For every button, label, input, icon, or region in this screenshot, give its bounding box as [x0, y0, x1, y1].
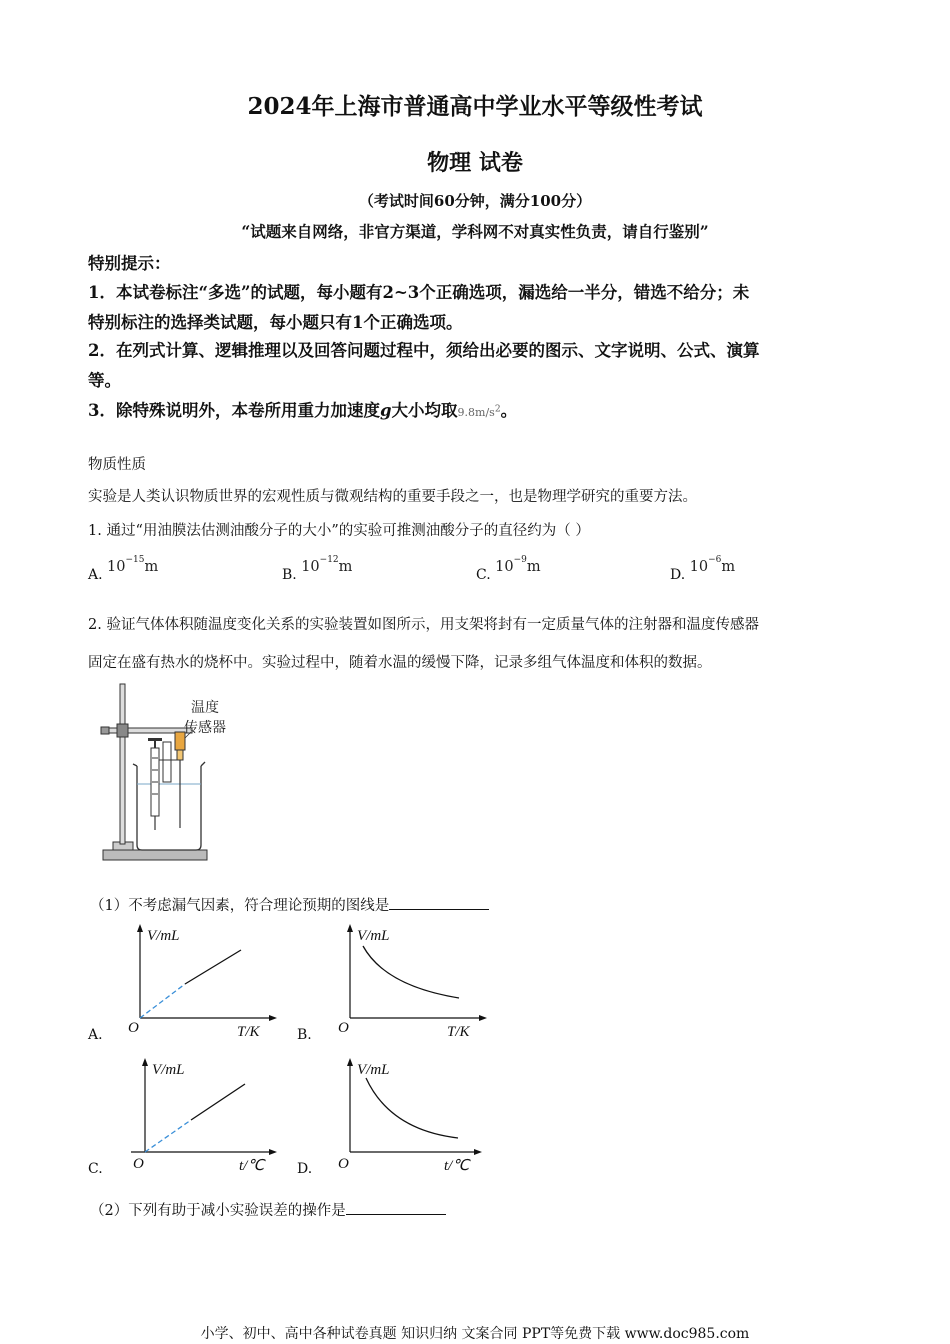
answer-blank-2[interactable] — [346, 1200, 446, 1215]
graph-a-xlabel: T/K — [237, 1024, 260, 1040]
option-base: 10 — [301, 558, 320, 575]
note-1-line-2: 特别标注的选择类试题，每小题只有1个正确选项。 — [88, 313, 463, 332]
graph-d-xlabel: t/℃ — [444, 1158, 470, 1174]
note-3-value-exp: 2 — [494, 403, 501, 415]
graph-d-ylabel: V/mL — [357, 1062, 390, 1078]
graph-c-xlabel: t/℃ — [239, 1158, 265, 1174]
apparatus-figure — [95, 680, 245, 870]
exam-title: 2024年上海市普通高中学业水平等级性考试 — [247, 93, 703, 120]
option-exp: −6 — [708, 555, 722, 565]
option-label: C. — [476, 566, 491, 583]
option-base: 10 — [689, 558, 709, 575]
option-exp: −9 — [513, 555, 527, 565]
graph-c — [125, 1056, 285, 1176]
note-3-end: 。 — [500, 401, 518, 420]
graph-d-label[interactable]: D. — [297, 1161, 313, 1177]
q2-sub2-text: （2）下列有助于减小实验误差的操作是 — [90, 1203, 346, 1219]
answer-blank-1[interactable] — [389, 895, 489, 910]
graph-b-origin: O — [338, 1020, 349, 1036]
graph-c-ylabel: V/mL — [152, 1062, 185, 1078]
option-value — [301, 555, 353, 575]
option-label: B. — [282, 566, 297, 583]
q2-stem-line-2: 固定在盛有热水的烧杯中。实验过程中，随着水温的缓慢下降，记录多组气体温度和体积的数据。 — [88, 655, 712, 671]
note-1-line-1: 1．本试卷标注“多选”的试题，每小题有2~3个正确选项，漏选给一半分，错选不给分；未 — [88, 283, 750, 302]
section-name: 物质性质 — [88, 457, 146, 473]
option-unit: m — [526, 558, 541, 575]
graph-a — [125, 922, 285, 1042]
option-unit: m — [338, 558, 353, 575]
option-value — [495, 555, 541, 575]
note-3-mid: 大小均取 — [391, 401, 458, 420]
graph-a-label[interactable]: A. — [88, 1027, 103, 1043]
option-value — [689, 555, 736, 575]
graph-d-origin: O — [338, 1156, 349, 1172]
graph-c-origin: O — [133, 1156, 144, 1172]
q1-option-b[interactable] — [282, 555, 353, 583]
notes-heading: 特别提示： — [88, 254, 171, 273]
disclaimer: “试题来自网络，非官方渠道，学科网不对真实性负责，请自行鉴别” — [241, 222, 709, 241]
note-3-prefix: 3．除特殊说明外，本卷所用重力加速度 — [88, 401, 380, 420]
graph-c-label[interactable]: C. — [88, 1161, 103, 1177]
graph-a-ylabel: V/mL — [147, 928, 180, 944]
q1-option-c[interactable] — [476, 555, 541, 583]
extrapolation-dashed — [145, 1120, 191, 1152]
graph-b — [335, 922, 495, 1042]
sensor-label-line-2: 传感器 — [184, 721, 226, 736]
q2-sub2 — [90, 1199, 446, 1220]
graph-b-xlabel: T/K — [447, 1024, 470, 1040]
graph-curve — [366, 1078, 458, 1138]
option-base: 10 — [107, 558, 126, 575]
option-value — [107, 555, 159, 575]
footer[interactable]: 小学、初中、高中各种试卷真题 知识归纳 文案合同 PPT等免费下载 www.doc985.com — [200, 1326, 750, 1342]
q2-stem-line-1: 2. 验证气体体积随温度变化关系的实验装置如图所示，用支架将封有一定质量气体的注射器和温度传感器 — [88, 617, 759, 633]
section-intro: 实验是人类认识物质世界的宏观性质与微观结构的重要手段之一，也是物理学研究的重要方法。 — [88, 489, 697, 505]
graph-d — [330, 1056, 490, 1176]
subject-title: 物理 试卷 — [427, 150, 523, 176]
note-3-g: g — [379, 401, 392, 420]
graph-curve — [363, 946, 459, 998]
graph-b-ylabel: V/mL — [357, 928, 390, 944]
note-3-value — [457, 403, 501, 419]
q1-option-a[interactable] — [88, 555, 159, 583]
note-3 — [88, 397, 517, 421]
q1-stem: 1. 通过“用油膜法估测油酸分子的大小”的实验可推测油酸分子的直径约为（ ） — [88, 523, 590, 539]
graph-b-label[interactable]: B. — [297, 1027, 312, 1043]
graph-line — [191, 1084, 245, 1120]
q2-sub1-text: （1）不考虑漏气因素，符合理论预期的图线是 — [90, 898, 390, 914]
option-unit: m — [144, 558, 159, 575]
sensor-label-line-1: 温度 — [191, 701, 219, 716]
note-3-value-text: 9.8m/s — [457, 406, 495, 419]
q2-sub1 — [90, 894, 489, 915]
extrapolation-dashed — [140, 984, 185, 1018]
time-note: （考试时间60分钟，满分100分） — [358, 192, 592, 210]
option-exp: −15 — [125, 555, 145, 565]
option-exp: −12 — [319, 555, 339, 565]
option-label: A. — [88, 566, 103, 583]
q1-option-d[interactable] — [670, 555, 736, 583]
option-label: D. — [670, 566, 686, 583]
graph-a-origin: O — [128, 1020, 139, 1036]
graph-line — [185, 950, 241, 984]
option-unit: m — [721, 558, 736, 575]
note-2-line-2: 等。 — [88, 371, 121, 390]
option-base: 10 — [495, 558, 514, 575]
note-2-line-1: 2．在列式计算、逻辑推理以及回答问题过程中，须给出必要的图示、文字说明、公式、演算 — [88, 341, 760, 360]
